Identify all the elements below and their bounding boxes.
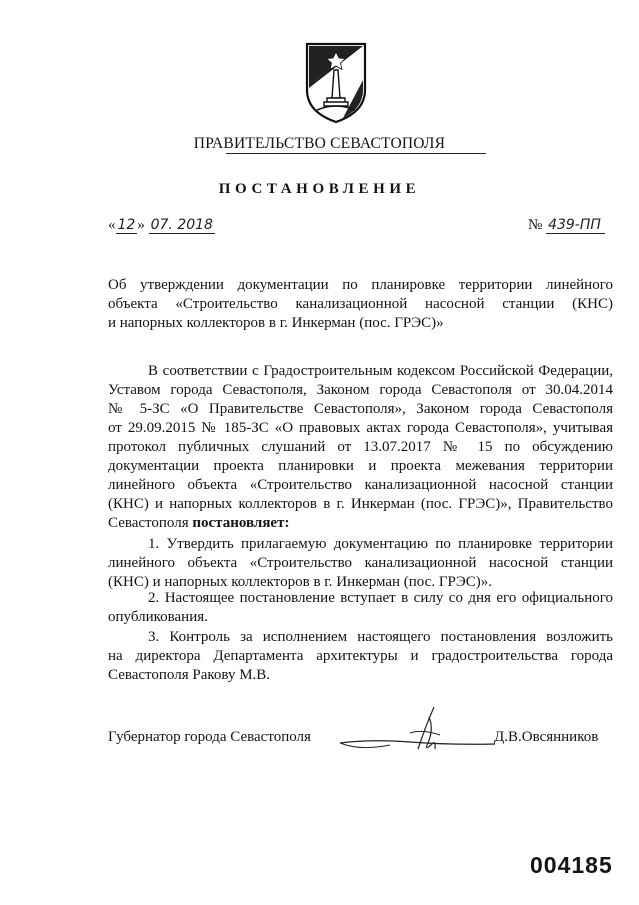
number-value: 439-ПП (546, 217, 605, 234)
subject-line: и напорных коллекторов в г. Инкерман (пос. ГРЭС)» (108, 315, 444, 331)
preamble-line: Уставом города Севастополя, Законом города Севастополя от 30.04.2014 (108, 382, 613, 398)
item-line: 2. Настоящее постановление вступает в силу со дня его официального (148, 590, 613, 606)
preamble-paragraph (108, 362, 613, 533)
date-close-quote: » (137, 217, 145, 233)
item-1 (108, 535, 613, 592)
preamble-last-prefix: Севастополя (108, 515, 193, 531)
document-type: ПОСТАНОВЛЕНИЕ (218, 181, 421, 197)
date-open-quote: « (108, 217, 116, 233)
item-line: Севастополя Ракову М.В. (108, 667, 271, 683)
subject-line: Об утверждении документации по планировке территории линейного (108, 277, 613, 293)
decree-keyword: постановляет: (192, 515, 290, 531)
date-day: 12 (117, 217, 136, 233)
item-line: линейного объекта «Строительство канализационной насосной станции (108, 555, 613, 571)
preamble-line: документации проекта планировки и проекта межевания территории (108, 458, 613, 474)
item-line: 3. Контроль за исполнением настоящего постановления возложить (148, 629, 613, 645)
item-3 (108, 628, 613, 685)
title-divider (226, 153, 486, 154)
item-line: (КНС) и напорных коллекторов в г. Инкерман (пос. ГРЭС)». (108, 574, 493, 590)
preamble-line (108, 514, 613, 533)
item-line: 1. Утвердить прилагаемую документацию по планировке территории (148, 536, 613, 552)
signer-name: Д.В.Овсянников (494, 729, 599, 745)
preamble-line: В соответствии с Градостроительным кодексом Российской Федерации, (148, 363, 613, 379)
number-prefix: № (528, 217, 543, 233)
handwritten-signature-icon (330, 705, 500, 755)
preamble-line: протокол публичных слушаний от 13.07.2017 № 15 по обсуждению (108, 439, 613, 455)
item-line: на директора Департамента архитектуры и градостроительства города (108, 648, 613, 664)
preamble-line: линейного объекта «Строительство канализационной насосной станции (108, 477, 613, 493)
preamble-line: от 29.09.2015 № 185-ЗС «О правовых актах города Севастополя», учитывая (108, 420, 613, 436)
document-number (528, 217, 605, 234)
document-subject (108, 276, 613, 333)
date-month-year: 07. 2018 (150, 217, 213, 233)
sevastopol-coat-of-arms-icon (303, 42, 369, 124)
document-date (108, 217, 215, 234)
government-title: ПРАВИТЕЛЬСТВО СЕВАСТОПОЛЯ (193, 135, 446, 152)
preamble-line: № 5-ЗС «О Правительстве Севастополя», Законом города Севастополя (108, 401, 613, 417)
preamble-line: (КНС) и напорных коллекторов в г. Инкерман (пос. ГРЭС)», Правительство (108, 496, 613, 512)
signer-position: Губернатор города Севастополя (108, 729, 311, 745)
item-line: опубликования. (108, 609, 208, 625)
subject-line: объекта «Строительство канализационной насосной станции (КНС) (108, 296, 613, 312)
serial-number: 004185 (530, 852, 613, 878)
item-2 (108, 589, 613, 627)
